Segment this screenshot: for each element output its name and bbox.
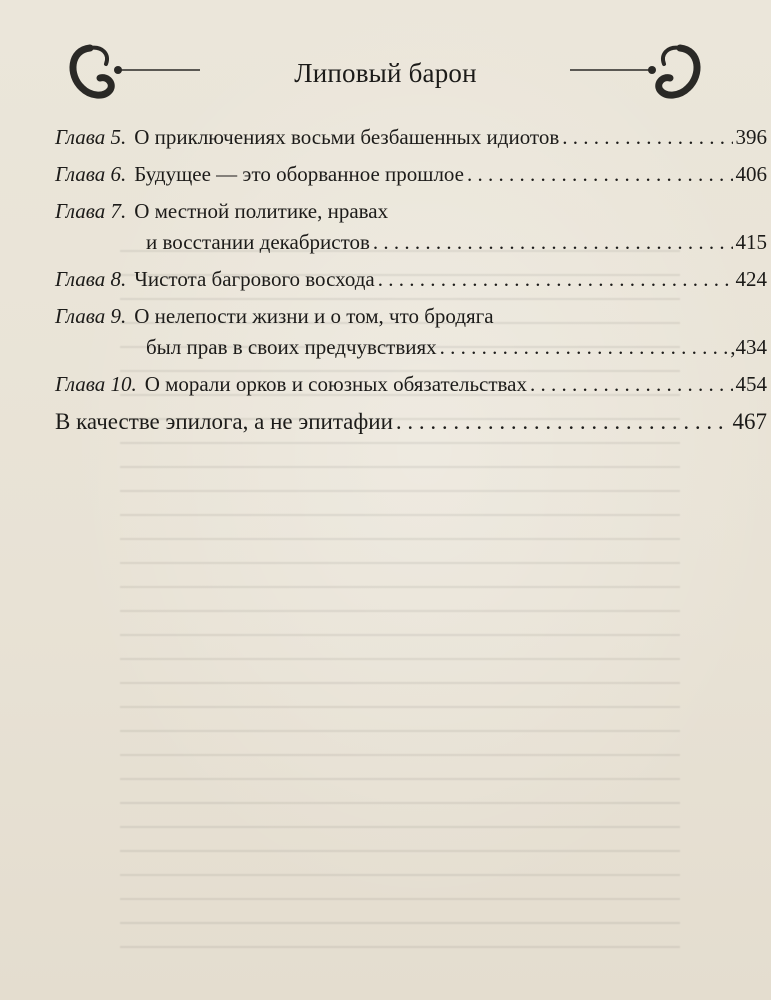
page-number: 406 (735, 162, 767, 186)
chapter-title-line-1: О нелепости жизни и о том, что бродяга (134, 304, 494, 328)
leader-dots (378, 264, 733, 295)
toc-entry (55, 264, 767, 295)
chapter-label: Глава 7. (55, 199, 127, 223)
page-number: 396 (735, 125, 767, 149)
chapter-label: Глава 9. (55, 304, 127, 328)
running-title: Липовый барон (294, 58, 477, 88)
toc-entry (55, 122, 767, 153)
toc-entry (55, 301, 767, 363)
chapter-label: Глава 5. (55, 125, 127, 149)
page-number: ,434 (730, 335, 767, 359)
chapter-title: О морали орков и союзных обязательствах (144, 372, 527, 396)
leader-dots (530, 369, 733, 400)
chapter-label: Глава 6. (55, 162, 127, 186)
page-number: 454 (735, 372, 767, 396)
chapter-label: Глава 8. (55, 267, 127, 291)
chapter-title-line-2: был прав в своих предчувствиях (146, 335, 437, 359)
page-number: 467 (732, 409, 767, 434)
toc-entry (55, 369, 767, 400)
leader-dots (396, 406, 730, 437)
chapter-title: О приключениях восьми безбашенных идиотов (134, 125, 560, 149)
chapter-title: Чистота багрового восхода (134, 267, 375, 291)
chapter-title: Будущее — это оборванное прошлое (134, 162, 465, 186)
page-number: 424 (735, 267, 767, 291)
chapter-title-line-2: и восстании декабристов (146, 230, 370, 254)
leader-dots (467, 159, 732, 190)
leader-dots (562, 122, 732, 153)
epilogue-title: В качестве эпилога, а не эпитафии (55, 409, 393, 434)
toc-entry (55, 196, 767, 258)
toc-entry (55, 159, 767, 190)
page-number: 415 (735, 230, 767, 254)
leader-dots (373, 227, 733, 258)
chapter-label: Глава 10. (55, 372, 137, 396)
chapter-title-line-1: О местной политике, нравах (134, 199, 389, 223)
leader-dots (440, 332, 728, 363)
toc-entry-epilogue (55, 406, 767, 437)
table-of-contents (55, 122, 767, 443)
